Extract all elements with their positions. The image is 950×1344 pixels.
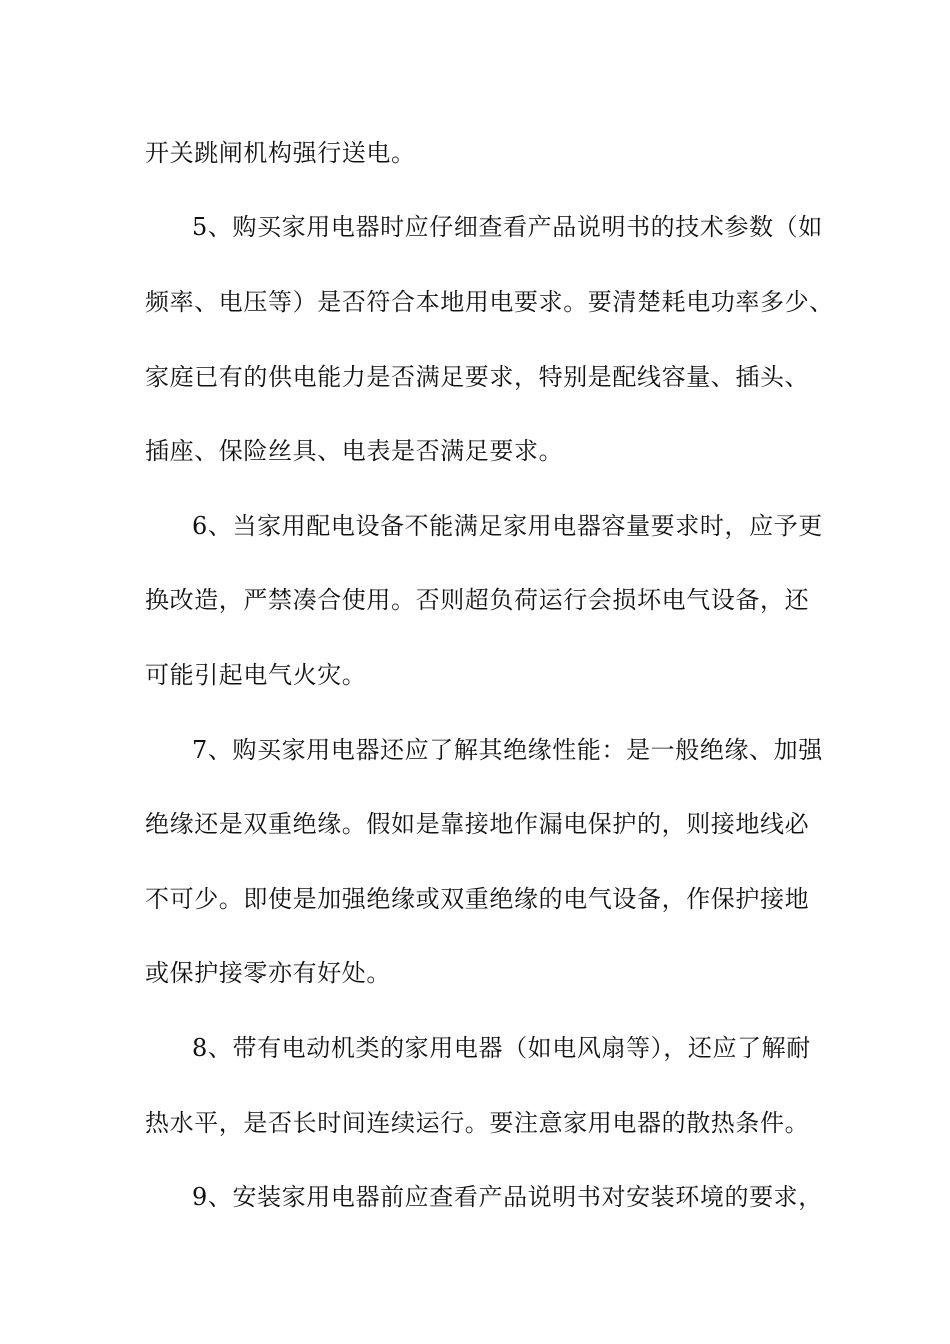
text-line: 家庭已有的供电能力是否满足要求，特别是配线容量、插头、 — [145, 363, 810, 391]
text-line: 不可少。即使是加强绝缘或双重绝缘的电气设备，作保护接地 — [145, 885, 810, 913]
paragraph-9-line: 9、安装家用电器前应查看产品说明书对安装环境的要求， — [192, 1183, 823, 1211]
paragraph-8-line: 8、带有电动机类的家用电器（如电风扇等），还应了解耐 — [192, 1034, 811, 1062]
text-line: 插座、保险丝具、电表是否满足要求。 — [145, 437, 564, 465]
text-line: 或保护接零亦有好处。 — [145, 959, 391, 987]
text-line: 换改造，严禁凑合使用。否则超负荷运行会损坏电气设备，还 — [145, 586, 810, 614]
paragraph-7-line: 7、购买家用电器还应了解其绝缘性能：是一般绝缘、加强 — [192, 736, 823, 764]
text-line: 频率、电压等）是否符合本地用电要求。要清楚耗电功率多少、 — [145, 288, 834, 316]
text-line: 可能引起电气火灾。 — [145, 661, 367, 689]
paragraph-5-line: 5、购买家用电器时应仔细查看产品说明书的技术参数（如 — [192, 213, 823, 241]
paragraph-6-line: 6、当家用配电设备不能满足家用电器容量要求时，应予更 — [192, 512, 823, 540]
text-line: 热水平，是否长时间连续运行。要注意家用电器的散热条件。 — [145, 1109, 810, 1137]
text-line: 开关跳闸机构强行送电。 — [145, 139, 416, 167]
text-line: 绝缘还是双重绝缘。假如是靠接地作漏电保护的，则接地线必 — [145, 810, 810, 838]
